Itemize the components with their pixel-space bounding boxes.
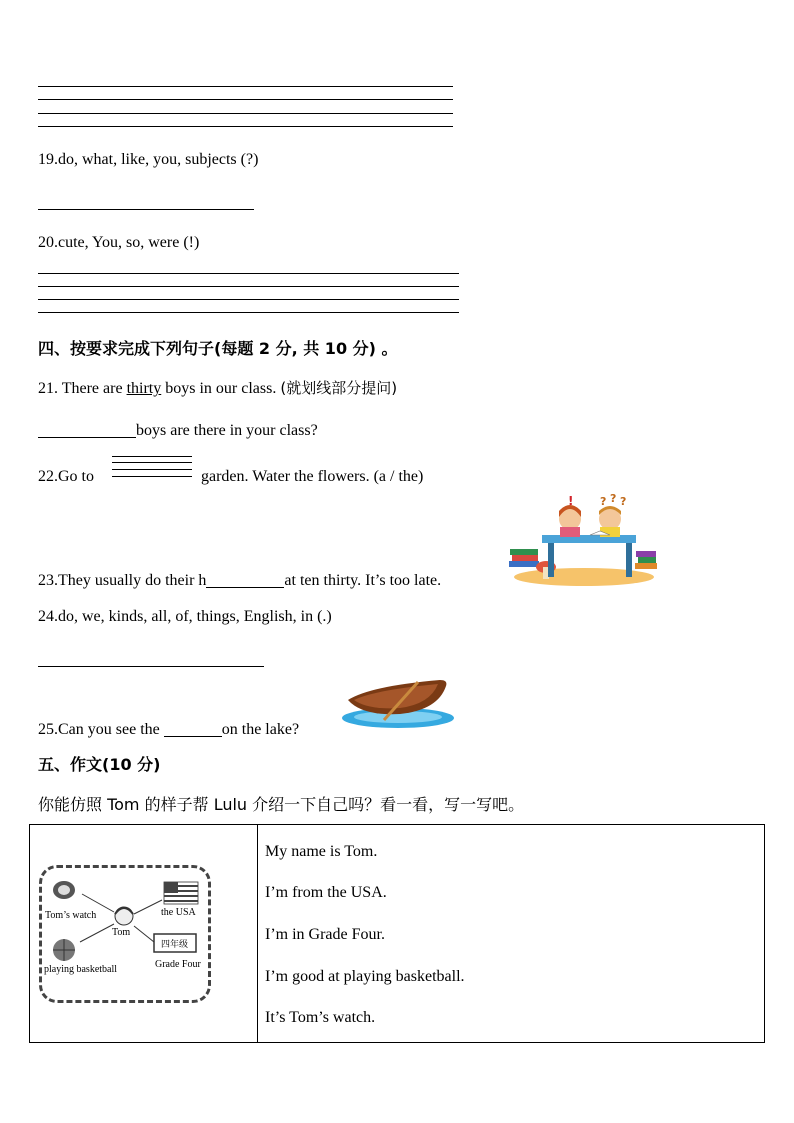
answer-blank-23[interactable] (206, 571, 284, 588)
question-21 (38, 378, 397, 399)
answer-line-24[interactable] (38, 666, 264, 667)
question-words: do, we, kinds, all, of, things, English, in (.) (58, 608, 332, 625)
question-number: 23. (38, 572, 58, 589)
question-text-after: at ten thirty. It’s too late. (284, 572, 442, 589)
underlined-word: thirty (126, 380, 162, 397)
answer-line-22-4[interactable] (112, 476, 192, 477)
mind-map-label-country: the USA (161, 907, 196, 918)
example-sentence-2: I’m from the USA. (265, 884, 387, 901)
boat-on-lake-image (340, 676, 458, 732)
section-5-prompt: 你能仿照 Tom 的样子帮 Lulu 介绍一下自己吗？看一看，写一写吧。 (38, 795, 525, 814)
question-number: 25. (38, 721, 58, 738)
section-5-title: 五、作文(10 分) (38, 755, 161, 774)
example-table (29, 824, 765, 1043)
answer-line-22-1[interactable] (112, 456, 192, 457)
question-text-before: Go to (58, 468, 94, 485)
svg-text:!: ! (568, 494, 574, 508)
answer-tail: boys are there in your class? (136, 422, 318, 439)
example-sentence-3: I’m in Grade Four. (265, 926, 385, 943)
question-instruction: (就划线部分提问) (280, 379, 398, 397)
answer-line-20-2[interactable] (38, 286, 459, 287)
question-24 (38, 607, 332, 627)
answer-blank-25[interactable] (164, 720, 222, 737)
example-sentence-4: I’m good at playing basketball. (265, 968, 465, 985)
svg-text:?: ? (600, 495, 607, 508)
answer-line-top-4 (38, 126, 453, 127)
question-22 (38, 467, 94, 487)
question-text-after: boys in our class. (165, 380, 277, 397)
answer-line-top-1 (38, 86, 453, 87)
question-23 (38, 571, 441, 591)
question-21-answer (38, 421, 318, 441)
question-number: 20. (38, 234, 58, 251)
question-22-after: garden. Water the flowers. (a / the) (201, 468, 424, 485)
question-number: 24. (38, 608, 58, 625)
question-25 (38, 720, 299, 740)
question-number: 19. (38, 151, 58, 168)
svg-text:?: ? (610, 493, 617, 505)
question-number: 22. (38, 468, 58, 485)
question-20 (38, 233, 199, 253)
kids-studying-image (504, 493, 660, 589)
answer-line-20-3[interactable] (38, 299, 459, 300)
question-text-before: They usually do their h (58, 572, 207, 589)
mind-map-label-watch: Tom’s watch (45, 910, 97, 921)
question-text-before: There are (61, 380, 123, 397)
mind-map-label-name: Tom (112, 927, 131, 938)
question-text-before: Can you see the (58, 721, 160, 738)
answer-line-top-2 (38, 99, 453, 100)
answer-line-top-3 (38, 113, 453, 114)
example-sentence-1: My name is Tom. (265, 843, 378, 860)
tom-mind-map (39, 865, 211, 1003)
answer-line-20-4[interactable] (38, 312, 459, 313)
answer-blank-21[interactable] (38, 421, 136, 438)
question-text-after: on the lake? (221, 721, 300, 738)
answer-line-22-3[interactable] (112, 469, 192, 470)
table-divider (257, 825, 258, 1042)
question-number: 21. (38, 380, 58, 397)
svg-text:?: ? (620, 495, 627, 508)
answer-line-22-2[interactable] (112, 462, 192, 463)
mind-map-label-grade-cn: 四年级 (161, 940, 189, 950)
mind-map-label-grade: Grade Four (155, 959, 201, 970)
answer-line-19[interactable] (38, 209, 254, 210)
question-words: cute, You, so, were (!) (58, 234, 200, 251)
section-4-title: 四、按要求完成下列句子(每题 2 分, 共 10 分) 。 (38, 339, 398, 358)
question-19 (38, 150, 258, 170)
example-sentence-5: It’s Tom’s watch. (265, 1009, 376, 1026)
answer-line-20-1[interactable] (38, 273, 459, 274)
question-words: do, what, like, you, subjects (?) (58, 151, 259, 168)
mind-map-label-hobby: playing basketball (44, 964, 118, 975)
